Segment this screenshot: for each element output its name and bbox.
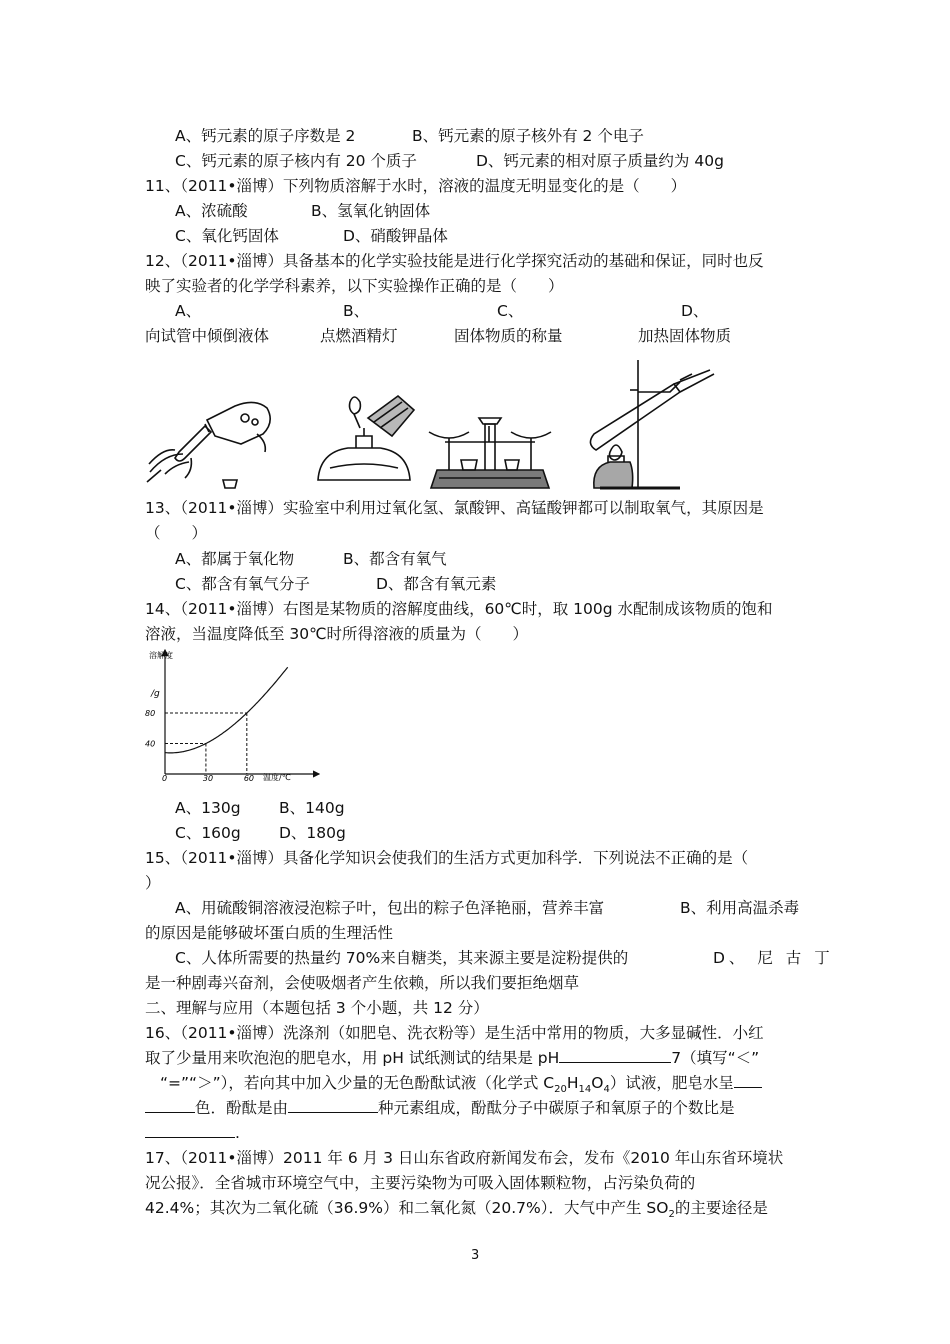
so2-subscript: 2 bbox=[668, 1209, 675, 1221]
q16-line5-period: . bbox=[235, 1124, 240, 1142]
formula-sub-20: 20 bbox=[554, 1084, 567, 1096]
q13-stem-line1: 13、（2011•淄博）实验室中利用过氧化氢、氯酸钾、高锰酸钾都可以制取氧气，其原因是 bbox=[145, 499, 764, 517]
q15-option-c: C、人体所需要的热量约 70%来自糖类，其来源主要是淀粉提供的 bbox=[175, 949, 629, 967]
x-tick-label-0: 0 bbox=[162, 774, 168, 781]
formula-h: H bbox=[566, 1074, 579, 1092]
element-count-blank[interactable] bbox=[288, 1098, 378, 1113]
q16-line3-text-b: ）试液，肥皂水呈 bbox=[609, 1074, 734, 1092]
heating-solid-illustration bbox=[580, 352, 720, 497]
q17-line3-text-b: 的主要途径是 bbox=[674, 1199, 768, 1217]
solubility-curve bbox=[165, 667, 288, 753]
q16-line4-text-a: 色．酚酞是由 bbox=[195, 1099, 289, 1117]
q17-line3-text-a: 42.4%；其次为二氧化硫（36.9%）和二氧化氮（20.7%）．大气中产生 SO bbox=[145, 1199, 669, 1217]
q14-option-b: B、140g bbox=[279, 799, 345, 817]
y-tick-label-40: 40 bbox=[145, 739, 156, 749]
q16-line3-text-a: “=”“＞”），若向其中加入少量的无色酚酞试液（化学式 C bbox=[160, 1074, 555, 1092]
color-blank-part1[interactable] bbox=[734, 1073, 762, 1088]
q11-stem: 11、（2011•淄博）下列物质溶解于水时，溶液的温度无明显变化的是（ ） bbox=[145, 177, 687, 195]
q16-line5 bbox=[145, 1122, 240, 1144]
formula-sub-4: 4 bbox=[603, 1084, 610, 1096]
ph-blank[interactable] bbox=[559, 1048, 671, 1063]
q11-option-b: B、氢氧化钠固体 bbox=[311, 202, 431, 220]
q14-option-c: C、160g bbox=[175, 824, 241, 842]
q12-option-a: A、 bbox=[175, 302, 202, 320]
lighting-alcohol-lamp-illustration bbox=[310, 388, 420, 492]
q12-stem-line2: 映了实验者的化学学科素养，以下实验操作正确的是（ ） bbox=[145, 277, 564, 295]
q15-stem-line1: 15、（2011•淄博）具备化学知识会使我们的生活方式更加科学．下列说法不正确的是（ bbox=[145, 849, 749, 867]
q16-line2 bbox=[145, 1047, 759, 1069]
q10-option-a: A、钙元素的原子序数是 2 bbox=[175, 127, 356, 145]
q17-line2: 况公报》．全省城市环境空气中，主要污染物为可吸入固体颗粒物，占污染负荷的 bbox=[145, 1174, 696, 1192]
q16-line1: 16、（2011•淄博）洗涤剂（如肥皂、洗衣粉等）是生活中常用的物质，大多显碱性．小红 bbox=[145, 1024, 764, 1042]
q16-line2-text-a: 取了少量用来吹泡泡的肥皂水，用 pH 试纸测试的结果是 pH bbox=[145, 1049, 560, 1067]
solubility-curve-chart bbox=[143, 646, 323, 781]
q17-line1: 17、（2011•淄博）2011 年 6 月 3 日山东省政府新闻发布会，发布《2010 年山东省环境状 bbox=[145, 1149, 784, 1167]
q14-stem-line1: 14、（2011•淄博）右图是某物质的溶解度曲线，60℃时，取 100g 水配制成该物质的饱和 bbox=[145, 600, 773, 618]
q15-stem-line2: ） bbox=[145, 874, 161, 892]
y-axis-label: 溶解度 bbox=[149, 651, 173, 660]
q16-line4-text-b: 种元素组成，酚酞分子中碳原子和氧原子的个数比是 bbox=[378, 1099, 735, 1117]
q13-stem-line2: （ ） bbox=[145, 524, 208, 542]
q11-option-d: D、硝酸钾晶体 bbox=[343, 227, 448, 245]
q12-option-c-desc: 固体物质的称量 bbox=[454, 327, 563, 345]
balance-weighing-illustration bbox=[425, 404, 555, 494]
q12-option-b: B、 bbox=[343, 302, 370, 320]
q14-stem-line2: 溶液，当温度降低至 30℃时所得溶液的质量为（ ） bbox=[145, 625, 529, 643]
x-tick-label-30: 30 bbox=[202, 774, 214, 781]
q14-option-d: D、180g bbox=[279, 824, 346, 842]
q14-option-a: A、130g bbox=[175, 799, 241, 817]
q17-line3 bbox=[145, 1197, 768, 1226]
pouring-liquid-illustration bbox=[145, 392, 280, 492]
q12-option-b-desc: 点燃酒精灯 bbox=[320, 327, 398, 345]
x-tick-label-60: 60 bbox=[243, 774, 255, 781]
q13-option-c: C、都含有氧气分子 bbox=[175, 575, 310, 593]
q16-line2-text-b: 7（填写“＜” bbox=[671, 1049, 760, 1067]
q11-option-c: C、氧化钙固体 bbox=[175, 227, 279, 245]
q12-option-d: D、 bbox=[681, 302, 709, 320]
x-axis-label: 温度/℃ bbox=[263, 773, 291, 781]
section-2-heading: 二、理解与应用（本题包括 3 个小题，共 12 分） bbox=[145, 999, 489, 1017]
q13-option-a: A、都属于氧化物 bbox=[175, 550, 295, 568]
page-number: 3 bbox=[471, 1248, 480, 1263]
q15-option-d-part1: D、 尼 古 丁 bbox=[713, 949, 834, 967]
q15-option-a: A、用硫酸铜溶液浸泡粽子叶，包出的粽子色泽艳丽，营养丰富 bbox=[175, 899, 605, 917]
q16-line4 bbox=[145, 1097, 735, 1119]
q10-option-c: C、钙元素的原子核内有 20 个质子 bbox=[175, 152, 417, 170]
q15-option-b-part1: B、利用高温杀毒 bbox=[680, 899, 800, 917]
q15-option-d-part2: 是一种剧毒兴奋剂，会使吸烟者产生依赖，所以我们要拒绝烟草 bbox=[145, 974, 580, 992]
q12-option-d-desc: 加热固体物质 bbox=[638, 327, 732, 345]
q11-option-a: A、浓硫酸 bbox=[175, 202, 248, 220]
formula-sub-14: 14 bbox=[578, 1084, 592, 1096]
color-blank-part2[interactable] bbox=[145, 1098, 195, 1113]
q10-option-d: D、钙元素的相对原子质量约为 40g bbox=[476, 152, 724, 170]
q10-option-b: B、钙元素的原子核外有 2 个电子 bbox=[412, 127, 644, 145]
q12-option-c: C、 bbox=[497, 302, 524, 320]
y-tick-label-80: 80 bbox=[145, 709, 156, 718]
q13-option-d: D、都含有氧元素 bbox=[376, 575, 497, 593]
q15-option-b-part2: 的原因是能够破坏蛋白质的生理活性 bbox=[145, 924, 394, 942]
q12-option-a-desc: 向试管中倾倒液体 bbox=[145, 327, 270, 345]
formula-o: O bbox=[591, 1074, 604, 1092]
q12-stem-line1: 12、（2011•淄博）具备基本的化学实验技能是进行化学探究活动的基础和保证，同时也反 bbox=[145, 252, 764, 270]
y-axis-unit: /g bbox=[151, 689, 160, 699]
ratio-blank[interactable] bbox=[145, 1123, 235, 1138]
q13-option-b: B、都含有氧气 bbox=[343, 550, 447, 568]
